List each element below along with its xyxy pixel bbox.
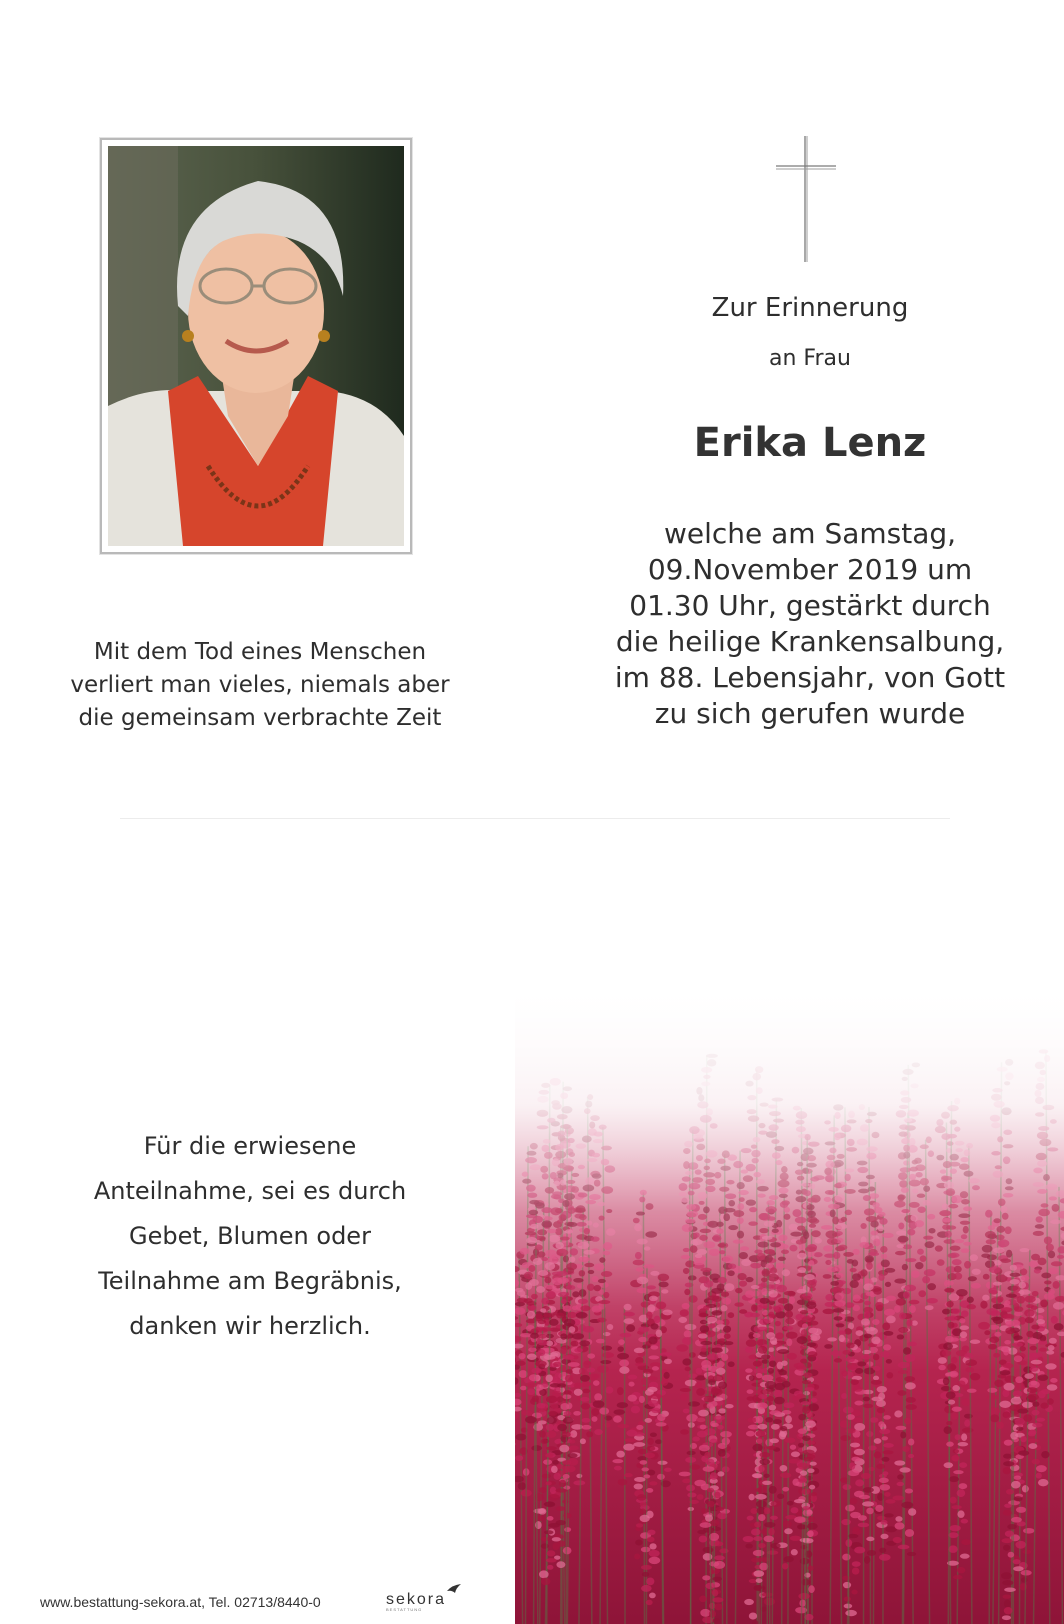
portrait-image xyxy=(108,146,404,546)
logo-subtitle: BESTATTUNG xyxy=(386,1607,423,1612)
death-line: im 88. Lebensjahr, von Gott xyxy=(614,661,1006,694)
quote-line: verliert man vieles, niemals aber xyxy=(70,672,450,698)
death-line: zu sich gerufen wurde xyxy=(654,697,966,730)
heather-flowers-image xyxy=(515,990,1064,1624)
quote-line: Mit dem Tod eines Menschen xyxy=(93,639,427,665)
death-line: 01.30 Uhr, gestärkt durch xyxy=(629,589,991,622)
death-line: welche am Samstag, xyxy=(663,517,957,550)
death-notice xyxy=(590,516,1030,732)
thanks-line: danken wir herzlich. xyxy=(129,1312,371,1340)
death-line: 09.November 2019 um xyxy=(647,553,973,586)
memorial-subheading: an Frau xyxy=(769,346,851,371)
death-line: die heilige Krankensalbung, xyxy=(615,625,1005,658)
thanks-line: Anteilnahme, sei es durch xyxy=(93,1177,407,1205)
sekora-logo xyxy=(386,1589,446,1612)
fold-divider xyxy=(120,818,950,819)
thanks-line: Teilnahme am Begräbnis, xyxy=(98,1267,402,1295)
logo-word: sekora xyxy=(386,1591,447,1608)
cross-icon xyxy=(776,136,836,262)
deceased-name: Erika Lenz xyxy=(693,420,927,466)
thanks-text xyxy=(50,1124,450,1349)
thanks-line: Für die erwiesene xyxy=(143,1132,357,1160)
portrait-photo xyxy=(100,138,412,554)
quote-line: die gemeinsam verbrachte Zeit xyxy=(78,705,442,731)
thanks-line: Gebet, Blumen oder xyxy=(129,1222,371,1250)
memorial-quote xyxy=(40,636,480,735)
footer-contact: www.bestattung-sekora.at, Tel. 02713/8440-0 xyxy=(40,1594,321,1610)
memorial-heading: Zur Erinnerung xyxy=(711,293,909,323)
bird-icon xyxy=(446,1583,462,1595)
